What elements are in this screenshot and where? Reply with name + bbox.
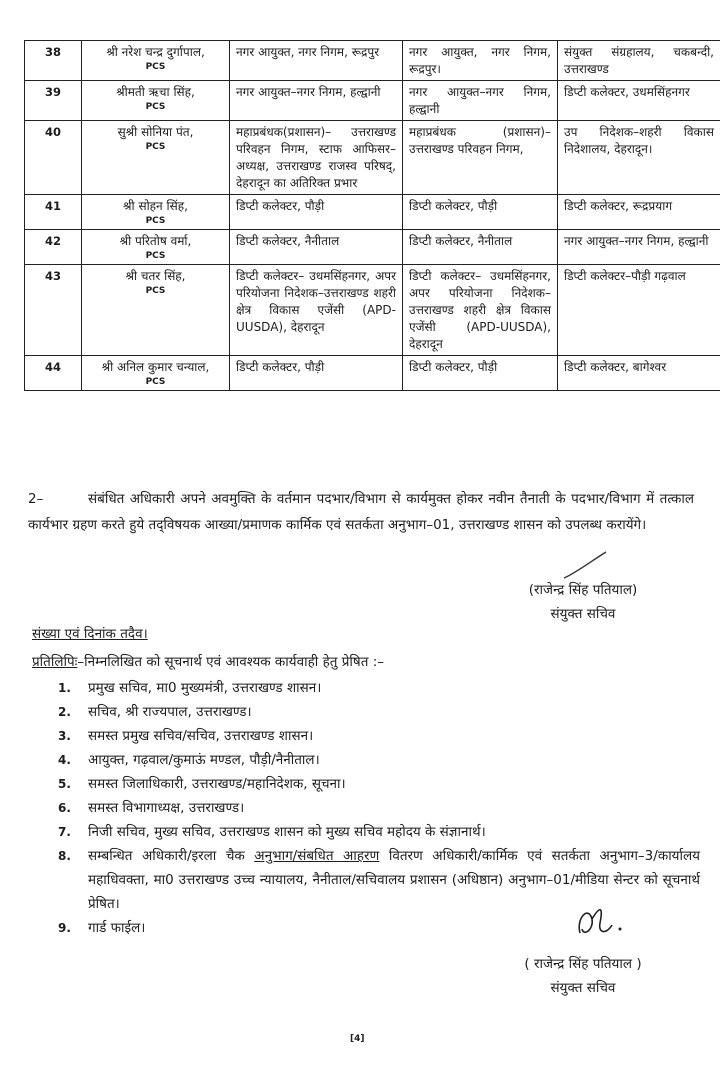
officer-name: सुश्री सोनिया पंत, [117,125,194,139]
relieved-post-cell: नगर आयुक्त, नगर निगम, रूद्रपुर। [403,41,558,81]
officer-cadre: PCS [145,142,166,152]
new-posting-cell: नगर आयुक्त–नगर निगम, हल्द्वानी [558,230,720,265]
signature-stroke-1 [560,548,620,582]
officer-cadre: PCS [145,102,166,112]
list-item-text-end: वितरण अधिकारी/कार्मिक एवं सतर्कता अनुभाग–3/कार्यालय महाधिवक्ता, मा0 उत्तराखण्ड उच्च न्यायालय, नैनीताल/सचिवालय प्रशासन (अधिष्ठान) अनुभाग–01/मीडिया सेन्टर को सूचनार्थ प्रेषित। [88,848,700,912]
list-item [50,772,700,796]
table-row [25,41,720,81]
signature-block-1 [488,578,678,626]
previous-post-cell: नगर आयुक्त–नगर निगम, हल्द्वानी [230,81,403,121]
officer-name: श्रीमती ऋचा सिंह, [116,85,195,99]
officer-name-cell [82,195,230,230]
paragraph-number: 2– [28,491,44,507]
list-item [50,724,700,748]
list-item-text: निजी सचिव, मुख्य सचिव, उत्तराखण्ड शासन को मुख्य सचिव महोदय के संज्ञानार्थ। [88,824,486,840]
list-item-number: 4. [58,753,71,767]
list-item [50,796,700,820]
list-item [50,700,700,724]
signature-block-2 [488,952,678,1000]
table-row [25,265,720,356]
serial-number-cell: 41 [25,195,82,230]
officer-cadre: PCS [145,286,166,296]
previous-post-cell: डिप्टी कलेक्टर, पौड़ी [230,195,403,230]
previous-post-cell: नगर आयुक्त, नगर निगम, रूद्रपुर [230,41,403,81]
list-item-number: 5. [58,777,71,791]
paragraph-2 [28,486,694,538]
officer-cadre: PCS [145,62,166,72]
list-item-text: गार्ड फाईल। [88,920,146,936]
relieved-post-cell: डिप्टी कलेक्टर, पौड़ी [403,356,558,391]
new-posting-cell: डिप्टी कलेक्टर, बागेश्वर [558,356,720,391]
reference-line: संख्या एवं दिनांक तदैव। [32,626,148,642]
officer-name-cell [82,121,230,195]
officer-name-cell [82,230,230,265]
serial-number-cell: 38 [25,41,82,81]
copy-intro: –निम्नलिखित को सूचनार्थ एवं आवश्यक कार्यवाही हेतु प्रेषित :– [77,654,385,670]
list-item-number: 9. [58,921,71,935]
list-item-text: सचिव, श्री राज्यपाल, उत्तराखण्ड। [88,704,252,720]
relieved-post-cell: डिप्टी कलेक्टर, नैनीताल [403,230,558,265]
signatory-name: ( राजेन्द्र सिंह पतियाल ) [524,956,642,972]
copy-heading [32,652,384,670]
table-row [25,121,720,195]
page-number: [4] [350,1034,365,1044]
officer-cadre: PCS [145,216,166,226]
list-item-text: आयुक्त, गढ़वाल/कुमाऊं मण्डल, पौड़ी/नैनीताल। [88,752,320,768]
list-item-text: समस्त प्रमुख सचिव/सचिव, उत्तराखण्ड शासन। [88,728,314,744]
new-posting-cell: डिप्टी कलेक्टर, रूद्रप्रयाग [558,195,720,230]
relieved-post-cell: डिप्टी कलेक्टर– उधमसिंहनगर, अपर परियोजना निदेशक–उत्तराखण्ड शहरी क्षेत्र विकास एजेंसी (APD-UUSDA), देहरादून [403,265,558,356]
list-item-text: प्रमुख सचिव, मा0 मुख्यमंत्री, उत्तराखण्ड शासन। [88,680,322,696]
relieved-post-cell: डिप्टी कलेक्टर, पौड़ी [403,195,558,230]
officer-name-cell [82,81,230,121]
previous-post-cell: महाप्रबंधक(प्रशासन)– उत्तराखण्ड परिवहन निगम, स्टाफ आफिसर–अध्यक्ष, उत्तराखण्ड राजस्व परिषद्, देहरादून का अतिरिक्त प्रभार [230,121,403,195]
officer-cadre: PCS [145,377,166,387]
relieved-post-cell: नगर आयुक्त–नगर निगम, हल्द्वानी [403,81,558,121]
new-posting-cell: डिप्टी कलेक्टर–पौड़ी गढ़वाल [558,265,720,356]
table-row [25,81,720,121]
officer-name: श्री परितोष वर्मा, [119,234,192,248]
serial-number-cell: 39 [25,81,82,121]
officer-name: श्री चतर सिंह, [125,269,186,283]
new-posting-cell: संयुक्त संग्रहालय, चकबन्दी, उत्तराखण्ड [558,41,720,81]
serial-number-cell: 43 [25,265,82,356]
serial-number-cell: 40 [25,121,82,195]
transfer-table-body [25,41,720,391]
list-item-number: 8. [58,849,71,863]
officer-name: श्री अनिल कुमार चन्याल, [101,360,210,374]
list-item-text: समस्त जिलाधिकारी, उत्तराखण्ड/महानिदेशक, सूचना। [88,776,346,792]
list-item [50,820,700,844]
new-posting-cell: डिप्टी कलेक्टर, उधमसिंहनगर [558,81,720,121]
serial-number-cell: 44 [25,356,82,391]
list-item-number: 6. [58,801,71,815]
signatory-designation: संयुक्त सचिव [550,606,616,622]
previous-post-cell: डिप्टी कलेक्टर– उधमसिंहनगर, अपर परियोजना निदेशक–उत्तराखण्ड शहरी क्षेत्र विकास एजेंसी (APD-UUSDA), देहरादून [230,265,403,356]
list-item-text: समस्त विभागाध्यक्ष, उत्तराखण्ड। [88,800,245,816]
list-item-text-underlined: अनुभाग/संबधित आहरण [254,848,380,864]
officer-name-cell [82,265,230,356]
signatory-name: (राजेन्द्र सिंह पतियाल) [528,582,638,598]
officer-name-cell [82,41,230,81]
table-row [25,356,720,391]
signatory-designation: संयुक्त सचिव [550,980,616,996]
previous-post-cell: डिप्टी कलेक्टर, पौड़ी [230,356,403,391]
officer-name-cell [82,356,230,391]
officer-name: श्री सोहन सिंह, [123,199,188,213]
table-row [25,230,720,265]
table-row [25,195,720,230]
list-item-number: 3. [58,729,71,743]
previous-post-cell: डिप्टी कलेक्टर, नैनीताल [230,230,403,265]
copy-label: प्रतिलिपिः [32,654,78,670]
list-item-number: 7. [58,825,71,839]
serial-number-cell: 42 [25,230,82,265]
officer-cadre: PCS [145,251,166,261]
list-item [50,676,700,700]
officer-name: श्री नरेश चन्द्र दुर्गापाल, [106,45,205,59]
transfer-table [24,40,720,391]
list-item-number: 2. [58,705,71,719]
list-item [50,748,700,772]
relieved-post-cell: महाप्रबंधक (प्रशासन)– उत्तराखण्ड परिवहन निगम, [403,121,558,195]
new-posting-cell: उप निदेशक–शहरी विकास निदेशालय, देहरादून। [558,121,720,195]
list-item-text-start: सम्बन्धित अधिकारी/इरला चैक [88,848,255,864]
signature-scribble [570,895,630,945]
list-item-number: 1. [58,681,71,695]
paragraph-text: संबंधित अधिकारी अपने अवमुक्ति के वर्तमान पदभार/विभाग से कार्यमुक्त होकर नवीन तैनाती के पदभार/विभाग में तत्काल कार्यभार ग्रहण करते हुये तद्‌विषयक आख्या/प्रमाणक कार्मिक एवं सतर्कता अनुभाग–01, उत्तराखण्ड शासन को उपलब्ध करायेंगे। [28,491,694,533]
